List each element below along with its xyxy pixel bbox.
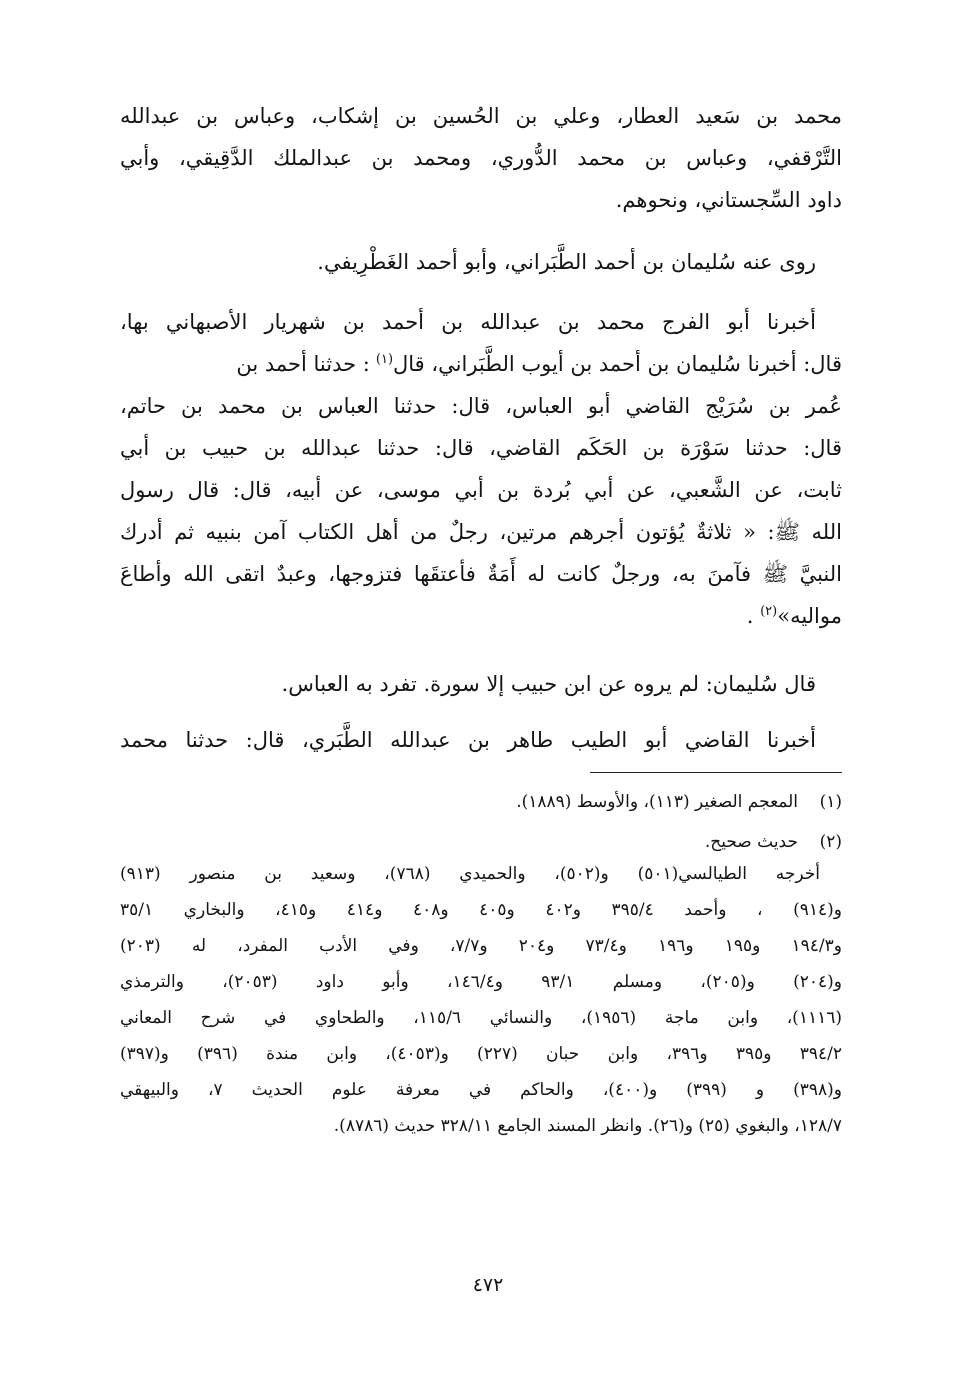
footnote-line: و(٩١٤) ، وأحمد ٣٩٥/٤ و٤٠٢ و٤٠٥ و٤٠٨ و٤١٤ و٤١٥، والبخاري ٣٥/١	[120, 900, 842, 920]
text-line: قال سُليمان: لم يروه عن ابن حبيب إلا سورة. تفرد به العباس.	[281, 672, 816, 696]
main-text	[120, 96, 842, 756]
footnote-separator	[590, 772, 842, 773]
footnote-line: ١٢٨/٧، والبغوي (٢٥) و(٢٦). وانظر المسند الجامع ٣٢٨/١١ حديث (٨٧٨٦).	[333, 1116, 842, 1136]
footnote-ref-2: (٢)	[760, 604, 778, 619]
isnad-segment: قال: أخبرنا سُليمان بن أحمد بن أيوب الطَّبَراني، قال	[393, 352, 842, 376]
text-line: التَّرْقفي، وعباس بن محمد الدُّوري، ومحمد بن عبدالملك الدَّقِيقي، وأبي	[120, 146, 842, 170]
footnote-ref-1: (١)	[375, 352, 394, 367]
text-line	[120, 344, 842, 384]
footnote-line: و(٢٠٤) و(٢٠٥)، ومسلم ٩٣/١ و١٤٦/٤، وأبو داود (٢٠٥٣)، والترمذي	[120, 972, 842, 992]
footnote-line: و(٣٩٨) و (٣٩٩) و(٤٠٠)، والحاكم في معرفة علوم الحديث ٧، والبيهقي	[120, 1080, 842, 1100]
footnote-text: حديث صحيح.	[704, 832, 798, 852]
text-line: ثابت، عن الشَّعبي، عن أبي بُردة بن أبي موسى، عن أبيه، قال: قال رسول	[120, 478, 842, 502]
footnote-text: المعجم الصغير (١١٣)، والأوسط (١٨٨٩).	[516, 792, 798, 812]
text-line: النبيَّ ﷺ فآمنَ به، ورجلٌ كانت له أَمَةٌ فأعتقَها فتزوجها، وعبدٌ اتقى الله وأطاعَ	[120, 562, 842, 586]
text-line	[120, 596, 842, 636]
text-line: الله ﷺ: « ثلاثةٌ يُؤتون أجرهم مرتين، رجلٌ من أهل الكتاب آمن بنبيه ثم أدرك	[120, 520, 842, 544]
text-line: روى عنه سُليمان بن أحمد الطَّبَراني، وأبو أحمد الغَطْرِيفي.	[317, 250, 816, 274]
footnote-line: أخرجه الطيالسي(٥٠١) و(٥٠٢)، والحميدي (٧٦٨)، وسعيد بن منصور (٩١٣)	[120, 864, 820, 884]
page-number: ٤٧٢	[472, 1274, 504, 1296]
footnote-number: (١)	[819, 792, 842, 812]
text-line: أخبرنا أبو الفرج محمد بن عبدالله بن أحمد بن شهريار الأصبهاني بها،	[120, 310, 816, 334]
text-line: قال: حدثنا سَوْرَة بن الحَكَم القاضي، قال: حدثنا عبدالله بن حبيب بن أبي	[120, 436, 842, 460]
footnote-line: ٣٩٤/٢ و٣٩٥ و٣٩٦، وابن حبان (٢٢٧) و(٤٠٥٣)، وابن مندة (٣٩٦) و(٣٩٧)	[120, 1044, 842, 1064]
footnote-line: (١١١٦)، وابن ماجة (١٩٥٦)، والنسائي ١١٥/٦، والطحاوي في شرح المعاني	[120, 1008, 842, 1028]
footnote-2	[120, 826, 842, 858]
text-line: داود السِّجستاني، ونحوهم.	[615, 188, 842, 212]
footnote-number: (٢)	[819, 832, 842, 852]
footnote-1	[120, 786, 842, 818]
text-line: عُمر بن سُرَيْج القاضي أبو العباس، قال: حدثنا العباس بن محمد بن حاتم،	[120, 394, 842, 418]
footnote-line: و١٩٤/٣ و١٩٥ و١٩٦ و٧٣/٤ و٢٠٤ و٧/٧، وفي الأدب المفرد، له (٢٠٣)	[120, 936, 842, 956]
hadith-end: مواليه»	[777, 604, 842, 628]
text-line: أخبرنا القاضي أبو الطيب طاهر بن عبدالله الطَّبَري، قال: حدثنا محمد	[120, 728, 816, 752]
isnad-segment: : حدثنا أحمد بن	[236, 352, 370, 376]
footnotes	[120, 786, 842, 1146]
text-line: محمد بن سَعيد العطار، وعلي بن الحُسين بن إشكاب، وعباس بن عبدالله	[120, 104, 842, 128]
full-stop: .	[746, 604, 761, 628]
